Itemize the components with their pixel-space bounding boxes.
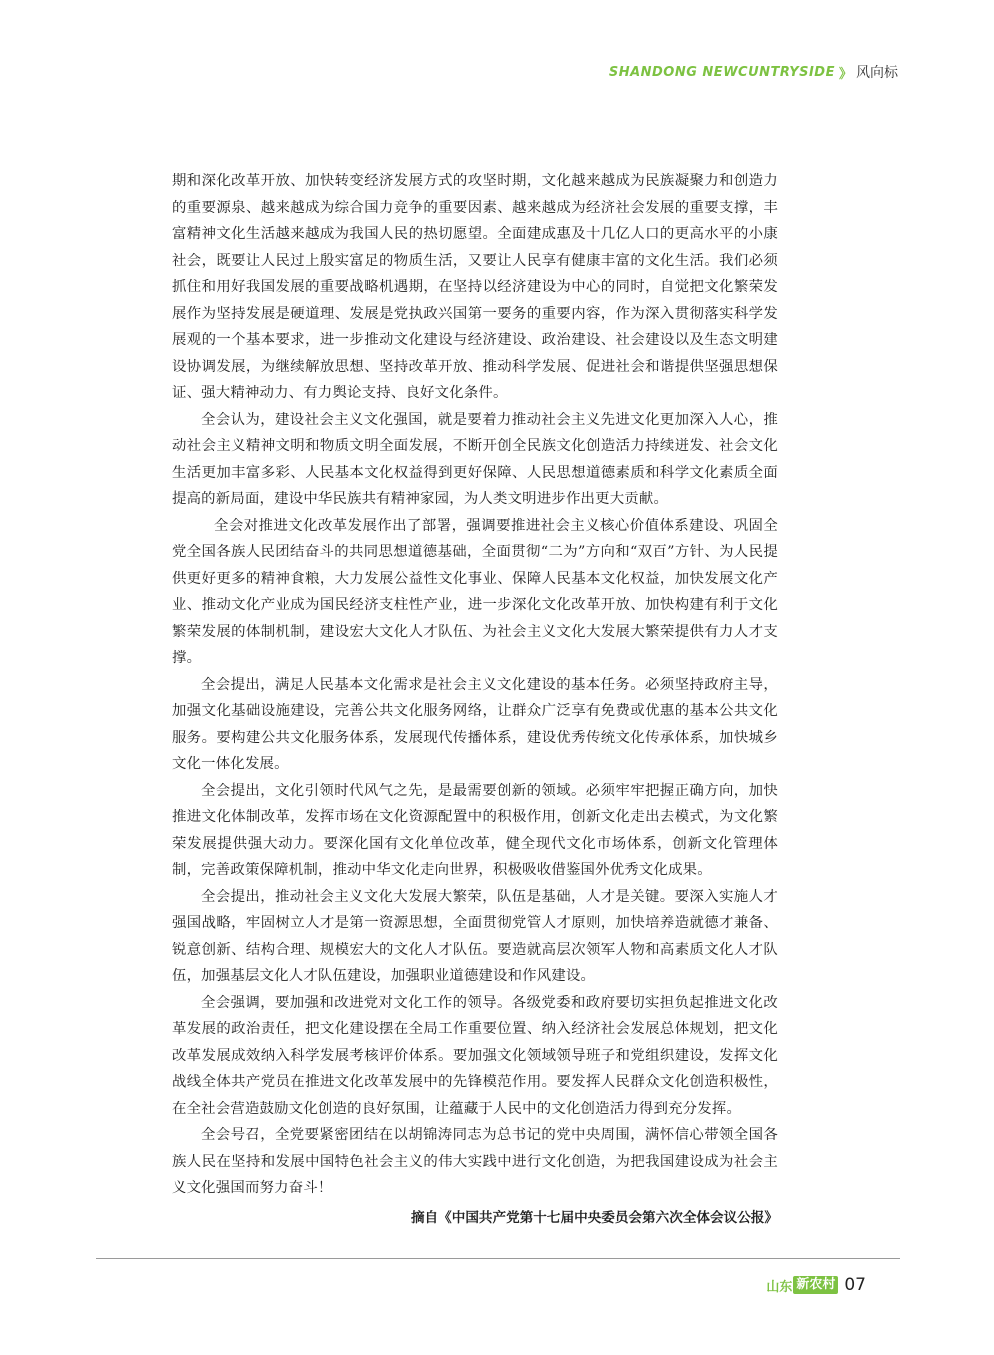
paragraph: 全会强调，要加强和改进党对文化工作的领导。各级党委和政府要切实担负起推进文化改革发展的政治责任，把文化建设摆在全局工作重要位置、纳入经济社会发展总体规划，把文化改革发展成效纳入科学发展考核评价体系。要加强文化领域领导班子和党组织建设，发挥文化战线全体共产党员在推进文化改革发展中的先锋模范作用。要发挥人民群众文化创造积极性，在全社会营造鼓励文化创造的良好氛围，让蕴藏于人民中的文化创造活力得到充分发挥。: [172, 994, 778, 1117]
paragraph: 全会对推进文化改革发展作出了部署，强调要推进社会主义核心价值体系建设、巩固全党全国各族人民团结奋斗的共同思想道德基础，全面贯彻“二为”方向和“双百”方针、为人民提供更好更多的精神食粮，大力发展公益性文化事业、保障人民基本文化权益，加快发展文化产业、推动文化产业成为国民经济支柱性产业，进一步深化文化改革开放、加快构建有利于文化繁荣发展的体制机制，建设宏大文化人才队伍、为社会主义文化大发展大繁荣提供有力人才支撑。: [172, 517, 778, 666]
source-citation: 摘自《中国共产党第十七届中央委员会第六次全体会议公报》: [410, 1209, 778, 1226]
article-body: [172, 168, 778, 1231]
section-title: 风向标: [856, 65, 898, 81]
chevron-right-icon: 》: [838, 66, 852, 82]
footer-divider: [96, 1258, 900, 1259]
logo-text-shandong: 山东: [766, 1279, 793, 1295]
logo-text-xinnongcun: 新农村: [793, 1276, 838, 1294]
magazine-brand: SHANDONG NEWCUNTRYSIDE: [608, 64, 835, 80]
page-number: 07: [844, 1275, 866, 1295]
paragraph: 全会提出，文化引领时代风气之先，是最需要创新的领域。必须牢牢把握正确方向，加快推进文化体制改革，发挥市场在文化资源配置中的积极作用，创新文化走出去模式，为文化繁荣发展提供强大动力。要深化国有文化单位改革，健全现代文化市场体系，创新文化管理体制，完善政策保障机制，推动中华文化走向世界，积极吸收借鉴国外优秀文化成果。: [172, 782, 778, 878]
paragraph: 全会提出，满足人民基本文化需求是社会主义文化建设的基本任务。必须坚持政府主导，加强文化基础设施建设，完善公共文化服务网络，让群众广泛享有免费或优惠的基本公共文化服务。要构建公共文化服务体系，发展现代传播体系，建设优秀传统文化传承体系，加快城乡文化一体化发展。: [172, 676, 778, 772]
paragraph: 期和深化改革开放、加快转变经济发展方式的攻坚时期，文化越来越成为民族凝聚力和创造力的重要源泉、越来越成为综合国力竞争的重要因素、越来越成为经济社会发展的重要支撑，丰富精神文化生活越来越成为我国人民的热切愿望。全面建成惠及十几亿人口的更高水平的小康社会，既要让人民过上殷实富足的物质生活，又要让人民享有健康丰富的文化生活。我们必须抓住和用好我国发展的重要战略机遇期，在坚持以经济建设为中心的同时，自觉把文化繁荣发展作为坚持发展是硬道理、发展是党执政兴国第一要务的重要内容，作为深入贯彻落实科学发展观的一个基本要求，进一步推动文化建设与经济建设、政治建设、社会建设以及生态文明建设协调发展，为继续解放思想、坚持改革开放、推动科学发展、促进社会和谐提供坚强思想保证、强大精神动力、有力舆论支持、良好文化条件。: [172, 173, 778, 401]
paragraph: 全会提出，推动社会主义文化大发展大繁荣，队伍是基础，人才是关键。要深入实施人才强国战略，牢固树立人才是第一资源思想，全面贯彻党管人才原则，加快培养造就德才兼备、锐意创新、结构合理、规模宏大的文化人才队伍。要造就高层次领军人物和高素质文化人才队伍，加强基层文化人才队伍建设，加强职业道德建设和作风建设。: [172, 888, 778, 984]
magazine-logo: [766, 1275, 838, 1295]
paragraph: 全会号召，全党要紧密团结在以胡锦涛同志为总书记的党中央周围，满怀信心带领全国各族人民在坚持和发展中国特色社会主义的伟大实践中进行文化创造，为把我国建设成为社会主义文化强国而努力奋斗！: [172, 1127, 778, 1196]
paragraph: 全会认为，建设社会主义文化强国，就是要着力推动社会主义先进文化更加深入人心，推动社会主义精神文明和物质文明全面发展，不断开创全民族文化创造活力持续迸发、社会文化生活更加丰富多彩、人民基本文化权益得到更好保障、人民思想道德素质和科学文化素质全面提高的新局面，建设中华民族共有精神家园，为人类文明进步作出更大贡献。: [172, 411, 778, 507]
running-header: [609, 62, 898, 82]
page-footer: [766, 1275, 866, 1295]
